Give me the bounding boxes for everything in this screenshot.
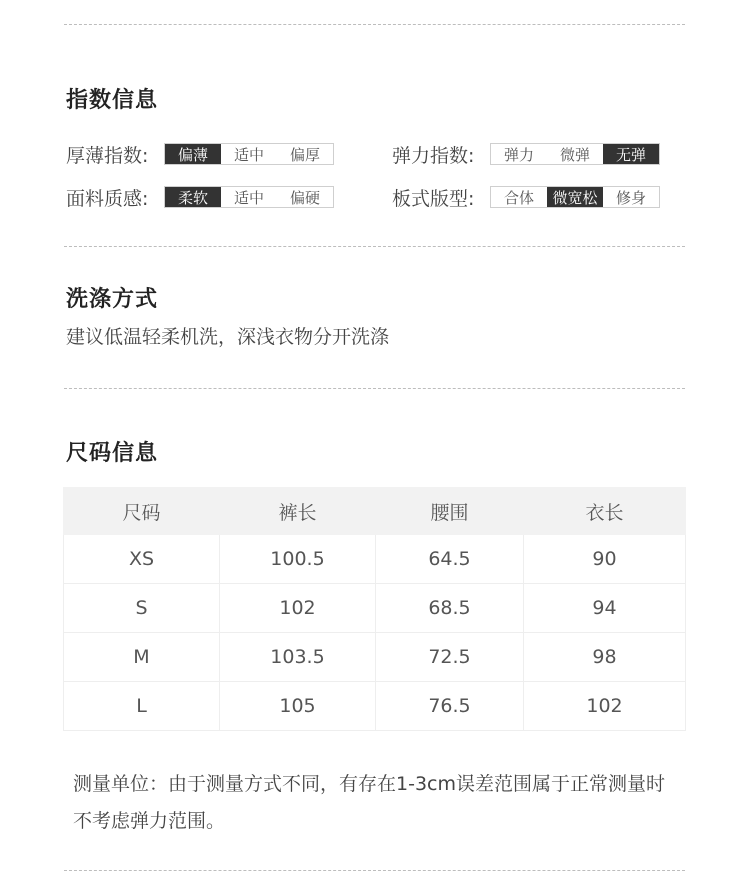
measurement-note: 测量单位：由于测量方式不同，有存在1-3cm误差范围属于正常测量时不考虑弹力范围。	[73, 773, 665, 832]
table-cell: 98	[524, 633, 686, 682]
table-cell: L	[64, 682, 220, 731]
option-tag: 微弹	[559, 145, 590, 164]
table-row	[64, 535, 686, 584]
table-cell: 102	[524, 682, 686, 731]
table-cell: 90	[524, 535, 686, 584]
bottom-divider	[64, 870, 685, 871]
table-cell: 68.5	[376, 584, 524, 633]
table-cell: 100.5	[220, 535, 376, 584]
table-row	[64, 633, 686, 682]
size-info-title: 尺码信息	[66, 441, 159, 466]
option-group	[490, 143, 660, 165]
table-cell: 64.5	[376, 535, 524, 584]
option-tag: 修身	[615, 188, 646, 207]
index-row-fit	[392, 185, 660, 209]
option-tag: 合体	[503, 188, 534, 207]
option-group	[164, 186, 334, 208]
option-tag: 适中	[233, 188, 264, 207]
table-row	[64, 584, 686, 633]
table-cell: S	[64, 584, 220, 633]
section-divider	[64, 388, 685, 389]
table-cell: XS	[64, 535, 220, 584]
table-cell: 94	[524, 584, 686, 633]
index-label: 厚薄指数:	[66, 144, 149, 167]
top-divider	[64, 24, 685, 25]
table-cell: 103.5	[220, 633, 376, 682]
option-group	[490, 186, 660, 208]
table-cell: 102	[220, 584, 376, 633]
option-tag: 弹力	[503, 145, 534, 164]
option-group	[164, 143, 334, 165]
option-tag: 偏厚	[289, 145, 320, 164]
index-row-texture	[66, 185, 334, 209]
column-header: 裤长	[220, 488, 376, 535]
option-tag: 无弹	[603, 144, 659, 164]
section-divider	[64, 246, 685, 247]
option-tag: 偏硬	[289, 188, 320, 207]
index-info-title: 指数信息	[66, 88, 159, 113]
table-cell: 76.5	[376, 682, 524, 731]
option-tag: 适中	[233, 145, 264, 164]
option-tag: 偏薄	[165, 144, 221, 164]
table-header-row	[64, 488, 686, 535]
index-row-thickness	[66, 142, 334, 166]
table-cell: 72.5	[376, 633, 524, 682]
column-header: 腰围	[376, 488, 524, 535]
index-row-elasticity	[392, 142, 660, 166]
wash-title: 洗涤方式	[66, 287, 159, 312]
table-cell: 105	[220, 682, 376, 731]
wash-text: 建议低温轻柔机洗，深浅衣物分开洗涤	[66, 326, 390, 348]
table-row	[64, 682, 686, 731]
table-cell: M	[64, 633, 220, 682]
index-label: 板式版型:	[392, 187, 475, 210]
option-tag: 微宽松	[547, 187, 603, 207]
option-tag: 柔软	[165, 187, 221, 207]
column-header: 尺码	[64, 488, 220, 535]
index-label: 弹力指数:	[392, 144, 475, 167]
column-header: 衣长	[524, 488, 686, 535]
index-label: 面料质感:	[66, 187, 149, 210]
size-table	[63, 487, 686, 731]
